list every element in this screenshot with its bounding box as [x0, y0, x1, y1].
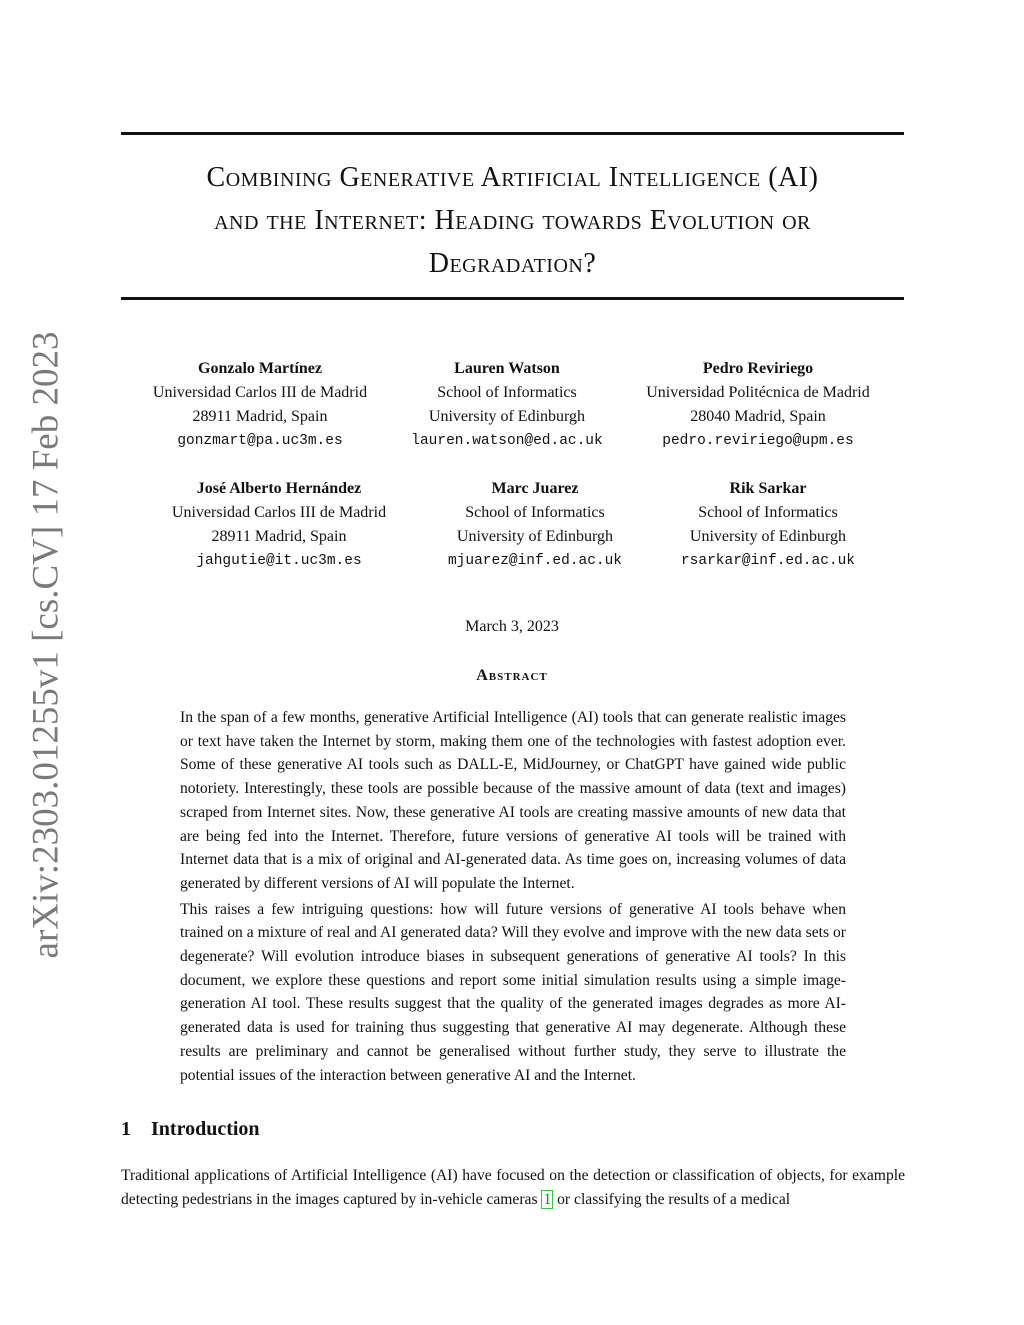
author-affiliation: School of Informatics — [465, 504, 605, 521]
author-block — [608, 357, 908, 453]
author-block — [129, 477, 429, 573]
intro-body — [121, 1164, 905, 1211]
title-line: Combining Generative Artificial Intelligence (AI) — [206, 162, 819, 193]
abstract-body — [180, 706, 846, 1087]
title-line: and the Internet: Heading towards Evolution or — [214, 205, 811, 236]
intro-text: or classifying the results of a medical — [553, 1190, 791, 1208]
author-email[interactable]: lauren.watson@ed.ac.uk — [411, 433, 603, 449]
author-address: 28040 Madrid, Spain — [690, 408, 826, 425]
publication-date: March 3, 2023 — [465, 618, 559, 635]
author-email[interactable]: mjuarez@inf.ed.ac.uk — [447, 553, 623, 569]
author-email[interactable]: jahgutie@it.uc3m.es — [196, 553, 362, 569]
author-address: University of Edinburgh — [689, 528, 847, 545]
section-heading — [121, 1118, 260, 1141]
author-affiliation: Universidad Politécnica de Madrid — [646, 384, 870, 401]
author-address: 28911 Madrid, Spain — [192, 408, 328, 425]
author-affiliation: Universidad Carlos III de Madrid — [171, 504, 387, 521]
author-address: 28911 Madrid, Spain — [211, 528, 347, 545]
author-email[interactable]: pedro.reviriego@upm.es — [662, 433, 854, 449]
citation-link[interactable]: 1 — [543, 1190, 552, 1208]
author-name: Pedro Reviriego — [702, 360, 814, 377]
author-address: University of Edinburgh — [456, 528, 614, 545]
abstract-paragraph: This raises a few intriguing questions: how will future versions of generative AI tools behave when trained on a mixture of real and AI generated data? Will they evolve and improve with the new data sets or degenerate? Will evolution introduce biases in subsequent generations of generative AI tools? In this document, we explore these questions and report some initial simulation results using a simple image-generation AI tool. These results suggest that the quality of the generated images degrades as more AI-generated data is used for training thus suggesting that generative AI may degenerate. Although these results are preliminary and cannot be generalised without further study, they serve to illustrate the potential issues of the interaction between generative AI and the Internet. — [180, 900, 846, 1084]
title-rule-top — [121, 132, 904, 135]
intro-paragraph — [121, 1164, 905, 1211]
author-name: Rik Sarkar — [729, 480, 807, 497]
title-line: Degradation? — [428, 248, 597, 279]
intro-text: Traditional applications of Artificial Intelligence (AI) have focused on the detection or classification of objects, for example detecting pedestrians in the images captured by in-vehicle cameras — [121, 1167, 905, 1208]
author-name: José Alberto Hernández — [196, 480, 362, 497]
author-name: Gonzalo Martínez — [198, 360, 322, 377]
arxiv-identifier: arXiv:2303.01255v1 [cs.CV] 17 Feb 2023 — [25, 331, 67, 959]
title-rule-bottom — [121, 297, 904, 300]
author-affiliation: School of Informatics — [437, 384, 577, 401]
author-name: Lauren Watson — [454, 360, 560, 377]
author-address: University of Edinburgh — [428, 408, 586, 425]
section-number: 1 — [121, 1118, 131, 1140]
author-email[interactable]: rsarkar@inf.ed.ac.uk — [680, 553, 856, 569]
paper-title — [121, 156, 904, 285]
author-affiliation: Universidad Carlos III de Madrid — [152, 384, 368, 401]
author-affiliation: School of Informatics — [698, 504, 838, 521]
author-name: Marc Juarez — [491, 480, 579, 497]
author-email[interactable]: gonzmart@pa.uc3m.es — [177, 433, 343, 449]
section-title: Introduction — [151, 1118, 260, 1140]
author-block — [618, 477, 918, 573]
abstract-paragraph: In the span of a few months, generative Artificial Intelligence (AI) tools that can generate realistic images or text have taken the Internet by storm, making them one of the technologies with fastest adoption ever. Some of these generative AI tools such as DALL-E, MidJourney, or ChatGPT have gained wide public notoriety. Interestingly, these tools are possible because of the massive amount of data (text and images) scraped from Internet sites. Now, these generative AI tools are creating massive amounts of new data that are being fed into the Internet. Therefore, future versions of generative AI tools will be trained with Internet data that is a mix of original and AI-generated data. As time goes on, increasing volumes of data generated by different versions of AI will populate the Internet. — [180, 709, 846, 892]
abstract-heading: Abstract — [476, 667, 548, 684]
